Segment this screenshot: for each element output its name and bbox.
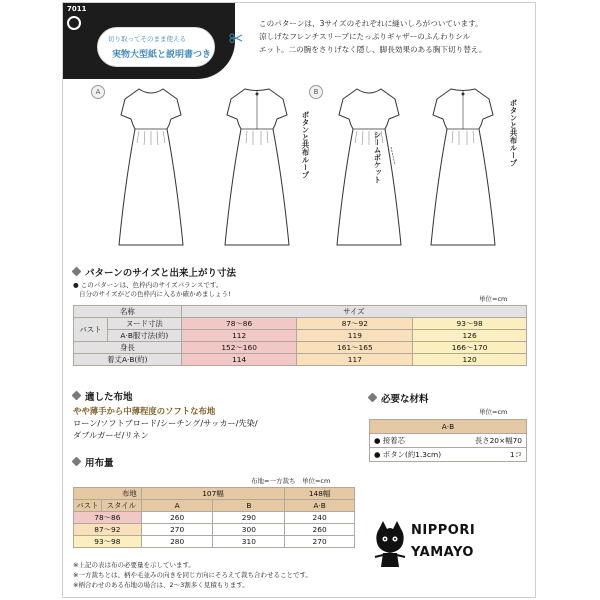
pattern-sheet [62, 2, 536, 598]
yardage-cell: 300 [213, 524, 285, 536]
size-cell: 87〜92 [297, 318, 413, 330]
yardage-cell: 260 [141, 512, 213, 524]
yardage-cell: 290 [213, 512, 285, 524]
size-cell: 78〜86 [181, 318, 297, 330]
size-table-header-name: 名称 [74, 306, 182, 318]
size-row-label: 身長 [74, 342, 182, 354]
size-cell: 93〜98 [413, 318, 527, 330]
header-tab [63, 3, 235, 79]
fabric-highlight: やや薄手から中薄程度のソフトな布地 [73, 406, 216, 416]
section-bullet-icon [72, 457, 82, 467]
label-button-loop-a: ボタンと共布ループ [301, 111, 310, 179]
circle-icon [67, 16, 81, 30]
materials-section-title [369, 391, 429, 405]
pattern-code: 7011 [67, 5, 87, 13]
yardage-size: 93〜98 [74, 536, 142, 548]
yardage-corner-bust: バスト [74, 500, 102, 512]
dress-a-front-drawing [111, 83, 191, 253]
size-cell: 120 [413, 354, 527, 366]
material-name: ● 接着芯 [370, 434, 450, 448]
yardage-note: ※一方裁ちとは、柄や毛並みの向きを同じ方向にそろえて裁ち合わせることです。 [73, 571, 312, 579]
yardage-cell: 260 [285, 524, 355, 536]
yardage-style: B [213, 500, 285, 512]
yardage-unit-note: 布地=一方裁ち 単位=cm [251, 477, 331, 485]
description-line: 涼しげなフレンチスリーブにたっぷりギャザーのふんわりシル [259, 32, 471, 41]
yardage-width-148: 148幅 [285, 488, 355, 500]
materials-header: A·B [370, 420, 527, 434]
description-line: このパターンは、3サイズのそれぞれに縫いしろがついています。 [259, 19, 483, 28]
yardage-cell: 310 [213, 536, 285, 548]
fabric-line-2: ダブルガーゼ/リネン [73, 430, 149, 440]
yardage-corner-fabric: 布地 [74, 488, 142, 500]
fabric-title-text: 適した布地 [85, 392, 133, 403]
size-note-2: 自分のサイズがどの色枠内に入るか確かめましょう! [79, 290, 231, 298]
brand-logo [371, 519, 527, 569]
size-cell: 126 [413, 330, 527, 342]
dress-b-front-drawing [329, 83, 409, 253]
yardage-cell: 270 [141, 524, 213, 536]
instructions-badge [97, 27, 215, 67]
logo-line-2: YAMAYO [411, 545, 474, 560]
size-row-label: A·B服寸法(約) [107, 330, 181, 342]
badge-line1: 切り取ってそのまま使える [108, 35, 186, 43]
material-name: ● ボタン(約1.3cm) [370, 448, 450, 462]
size-note-1: ● このパターンは、色枠内のサイズバランスです。 [73, 281, 223, 289]
style-b-marker: B [309, 85, 323, 99]
size-cell: 166〜170 [413, 342, 527, 354]
size-cell: 117 [297, 354, 413, 366]
size-cell: 114 [181, 354, 297, 366]
material-value: 1コ [449, 448, 526, 462]
size-table-header-size: サイズ [181, 306, 526, 318]
size-cell: 161〜165 [297, 342, 413, 354]
yardage-style: A·B [285, 500, 355, 512]
yardage-table [73, 487, 355, 548]
badge-line2: 実物大型紙と説明書つき [112, 50, 212, 60]
size-cell: 112 [181, 330, 297, 342]
size-cell: 152〜160 [181, 342, 297, 354]
yardage-section-title [73, 455, 114, 469]
section-bullet-icon [72, 391, 82, 401]
scissors-icon [229, 33, 243, 43]
section-bullet-icon [368, 393, 378, 403]
size-table [73, 305, 527, 366]
size-section-title [73, 265, 236, 279]
yardage-title-text: 用布量 [85, 458, 114, 469]
yardage-size: 78〜86 [74, 512, 142, 524]
fabric-section-title [73, 389, 133, 403]
pattern-description [259, 17, 527, 56]
dress-a-back-drawing [217, 83, 297, 253]
size-title-text: パターンのサイズと出来上がり寸法 [85, 268, 237, 279]
yardage-width-107: 107幅 [141, 488, 284, 500]
size-unit: 単位=cm [479, 295, 508, 303]
yardage-note: ※上記の表は布の必要量を示しています。 [73, 561, 195, 569]
yardage-cell: 270 [285, 536, 355, 548]
dress-illustrations [71, 83, 523, 255]
fabric-line-1: ローン/ソフトブロード/シーチング/サッカー/先染/ [73, 418, 258, 428]
size-row-group: バスト [74, 318, 108, 342]
size-cell: 119 [297, 330, 413, 342]
yardage-style: A [141, 500, 213, 512]
size-row-label: ヌード寸法 [107, 318, 181, 330]
description-line: エット。二の腕をさりげなく隠し、脚長効果のある胸下切り替え。 [259, 45, 487, 54]
yardage-cell: 280 [141, 536, 213, 548]
style-a-marker: A [91, 85, 105, 99]
dress-b-back-drawing [423, 83, 503, 253]
materials-table [369, 419, 527, 462]
section-bullet-icon [72, 267, 82, 277]
yardage-note: ※柄合わせのある布地の場合は、2〜3割多く見積もります。 [73, 581, 249, 589]
material-value: 長さ20×幅70 [449, 434, 526, 448]
yardage-cell: 240 [285, 512, 355, 524]
cat-mascot-icon [371, 519, 409, 569]
label-button-loop-b: ボタンと共布ループ [509, 99, 518, 167]
size-row-label: 着丈A·B(約) [74, 354, 182, 366]
materials-title-text: 必要な材料 [381, 394, 429, 405]
yardage-size: 87〜92 [74, 524, 142, 536]
yardage-corner-style: スタイル [101, 500, 141, 512]
label-seam-pocket: シームポケット [373, 131, 382, 184]
logo-line-1: NIPPORI [411, 523, 476, 538]
materials-unit: 単位=cm [479, 408, 508, 416]
